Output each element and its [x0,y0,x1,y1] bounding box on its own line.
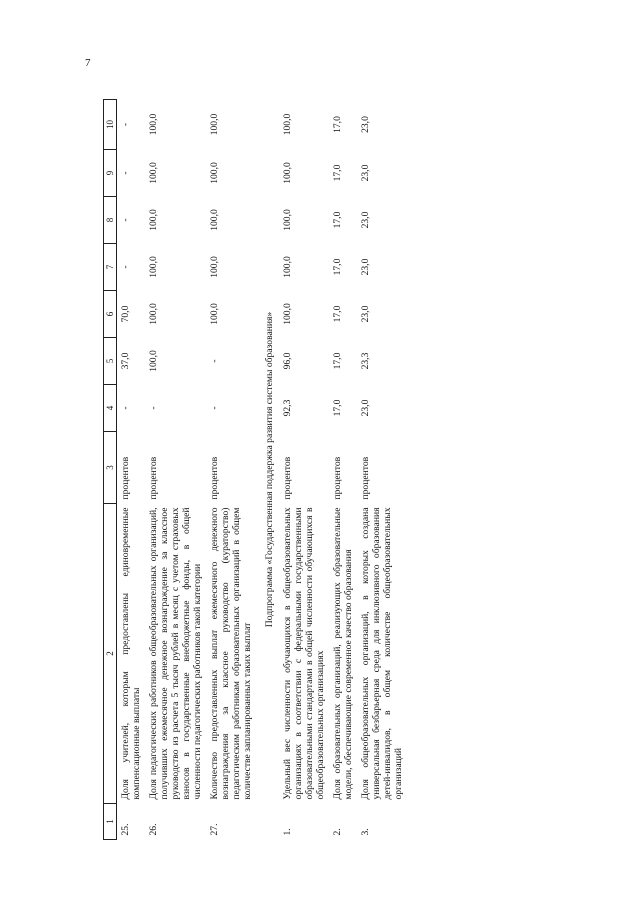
header-cell: 7 [104,244,117,291]
section-title-row [256,100,279,840]
value-cell: 100,0 [148,162,159,184]
table-header-row [104,100,117,840]
value-cell: 17,0 [332,399,343,417]
value-cell: 100,0 [282,256,293,278]
value-cell: - [120,218,131,222]
value-cell: - [120,265,131,269]
value-cell: 100,0 [282,162,293,184]
row-number: 26. [148,823,159,836]
table-row [279,100,329,840]
value-cell: 100,0 [148,113,159,136]
row-number: 25. [120,823,131,836]
value-cell: 23,0 [360,305,371,323]
value-cell: 37,0 [120,352,131,370]
table-row [206,100,256,840]
unit-cell: процентов [148,456,159,500]
header-cell: 4 [104,385,117,432]
header-cell: 1 [104,804,117,840]
subprogram-title: Подпрограмма «Государственная поддержка развития системы образования» [264,311,275,628]
row-number: 3. [360,828,371,836]
header-cell: 6 [104,291,117,338]
value-cell: 96,0 [282,352,293,370]
value-cell: 100,0 [209,303,220,325]
header-cell: 2 [104,504,117,804]
value-cell: - [209,406,220,410]
value-cell: 100,0 [209,209,220,231]
value-cell: 23,0 [360,164,371,182]
header-cell: 10 [104,100,117,150]
unit-cell: процентов [332,456,343,500]
value-cell: 100,0 [148,350,159,372]
value-cell: 70,0 [120,305,131,323]
value-cell: 17,0 [332,116,343,133]
header-cell: 3 [104,432,117,504]
row-number: 27. [209,823,220,836]
value-cell: 100,0 [148,209,159,231]
value-cell: 17,0 [332,352,343,370]
value-cell: 100,0 [209,162,220,184]
row-number: 1. [282,828,293,836]
indicator-description: Удельный вес численности обучающихся в общеобразовательных организациях в соответствии с федеральными государственными образовательными стандартами в общей численности обучающихся в общеобразовательных организациях [282,507,326,800]
value-cell: 23,0 [360,211,371,229]
value-cell: 23,0 [360,116,371,133]
table-row [357,100,407,840]
unit-cell: процентов [120,456,131,500]
value-cell: 100,0 [282,113,293,136]
value-cell: 23,0 [360,258,371,276]
value-cell: - [120,406,131,410]
indicator-description: Количество предоставленных выплат ежемесячного денежного вознаграждения за классное руководство (кураторство) педагогическим работникам образовательных организаций в общем количестве запланированных таких выплат [209,507,253,800]
row-number: 2. [332,828,343,836]
value-cell: - [120,171,131,175]
value-cell: 17,0 [332,164,343,182]
header-cell: 9 [104,150,117,197]
indicators-table [103,99,407,840]
value-cell: 17,0 [332,258,343,276]
value-cell: 92,3 [282,399,293,417]
unit-cell: процентов [360,456,371,500]
rotated-table-container [103,100,537,840]
value-cell: 100,0 [209,113,220,136]
page-number: 7 [85,57,91,69]
value-cell: - [209,359,220,363]
unit-cell: процентов [282,456,293,500]
indicator-description: Доля учителей, которым предоставлены единовременные компенсационные выплаты [120,507,142,800]
value-cell: 23,3 [360,352,371,370]
indicator-description: Доля педагогических работников общеобразовательных организаций, получивших ежемесячное денежное вознаграждение за классное руководство из расчета 5 тысяч рублей в месяц с учетом страховых взносов в государственные внебюджетные фонды, в общей численности педагогических работников такой категории [148,507,203,800]
value-cell: 17,0 [332,211,343,229]
value-cell: 100,0 [209,256,220,278]
value-cell: 23,0 [360,399,371,417]
table-row [117,100,146,840]
header-cell: 5 [104,338,117,385]
value-cell: - [148,406,159,410]
value-cell: 17,0 [332,305,343,323]
indicator-description: Доля общеобразовательных организаций, в которых создана универсальная безбарьерная среда для инклюзивного образования детей-инвалидов, в общем количестве общеобразовательных организаций [360,507,404,800]
unit-cell: процентов [209,456,220,500]
value-cell: 100,0 [148,303,159,325]
header-cell: 8 [104,197,117,244]
indicator-description: Доля образовательных организаций, реализующих образовательные модели, обеспечивающие современное качество образования [332,507,354,800]
table-row [145,100,206,840]
value-cell: - [120,122,131,127]
value-cell: 100,0 [282,303,293,325]
table-row [329,100,357,840]
value-cell: 100,0 [148,256,159,278]
value-cell: 100,0 [282,209,293,231]
